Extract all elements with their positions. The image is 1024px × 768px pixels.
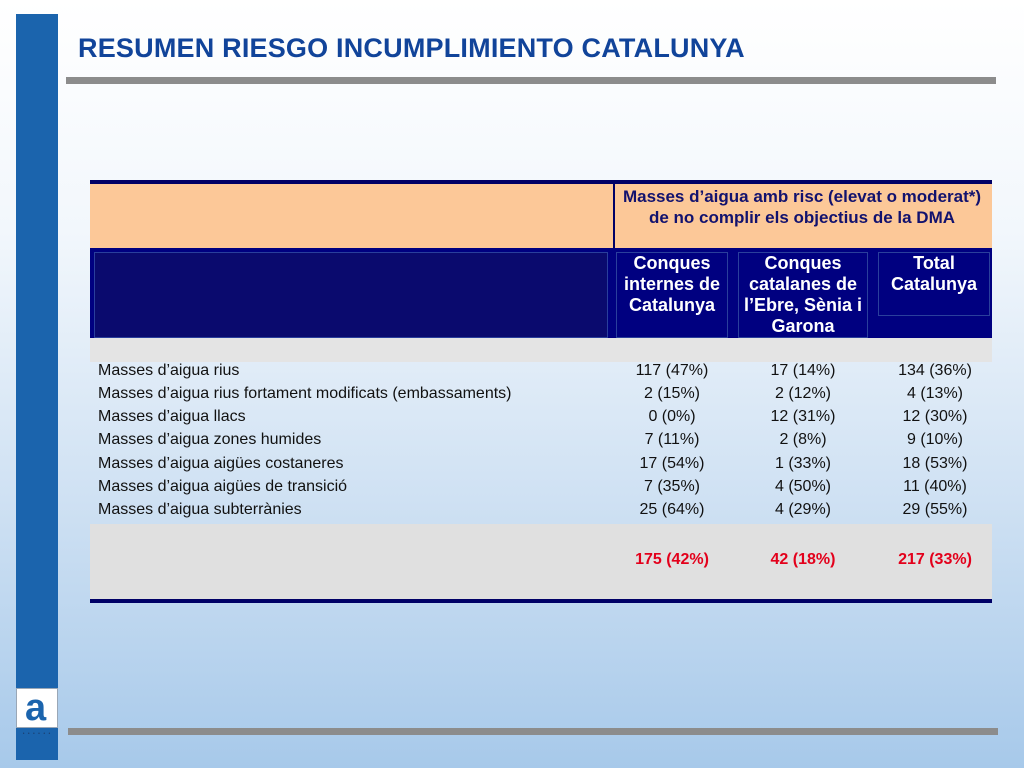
table-row <box>90 455 992 478</box>
total-ebre: 42 (18%) <box>770 551 836 568</box>
cell-internes: 2 (15%) <box>643 385 701 402</box>
cell-internes: 7 (35%) <box>643 478 701 495</box>
cell-total: 11 (40%) <box>903 478 967 495</box>
logo-letter: a <box>25 687 47 729</box>
total-internes: 175 (42%) <box>635 551 709 568</box>
table-spacer-row <box>90 338 992 362</box>
group-header: Masses d’aigua amb risc (elevat o moderat*) de no complir els objectius de la DMA <box>622 187 982 227</box>
cell-total: 29 (55%) <box>902 501 968 518</box>
row-label: Masses d’aigua aigües costaneres <box>98 455 344 472</box>
column-header-total: Total Catalunya <box>878 252 990 316</box>
page-title: RESUMEN RIESGO INCUMPLIMIENTO CATALUNYA <box>78 33 745 63</box>
cell-total: 134 (36%) <box>898 362 972 379</box>
cell-internes: 0 (0%) <box>648 408 696 425</box>
cell-internes: 7 (11%) <box>644 431 700 448</box>
agency-logo <box>16 688 58 728</box>
risk-table <box>90 180 992 603</box>
logo-dots: • • • • • • <box>22 731 52 737</box>
cell-total: 4 (13%) <box>906 385 964 402</box>
cell-ebre: 12 (31%) <box>770 408 836 425</box>
top-divider <box>66 77 996 84</box>
cell-ebre: 2 (8%) <box>779 431 827 448</box>
side-accent-bar <box>16 14 58 760</box>
table-row <box>90 431 992 454</box>
table-bottom-border <box>90 599 992 603</box>
header-divider <box>613 184 615 248</box>
cell-total: 18 (53%) <box>902 455 968 472</box>
cell-ebre: 17 (14%) <box>770 362 836 379</box>
cell-internes: 117 (47%) <box>635 362 709 379</box>
cell-ebre: 4 (29%) <box>774 501 832 518</box>
table-column-header-row <box>90 248 992 338</box>
row-label: Masses d’aigua zones humides <box>98 431 322 448</box>
table-row <box>90 385 992 408</box>
cell-internes: 25 (64%) <box>639 501 705 518</box>
table-row <box>90 408 992 431</box>
column-header-internes: Conques internes de Catalunya <box>616 252 728 338</box>
row-label: Masses d’aigua rius fortament modificats (embassaments) <box>98 385 512 402</box>
table-row <box>90 362 992 385</box>
row-label: Masses d’aigua llacs <box>98 408 246 425</box>
cell-total: 9 (10%) <box>906 431 964 448</box>
row-label: Masses d’aigua aigües de transició <box>98 478 348 495</box>
row-label: Masses d’aigua rius <box>98 362 240 379</box>
row-label: Masses d’aigua subterrànies <box>98 501 302 518</box>
cell-ebre: 4 (50%) <box>774 478 832 495</box>
table-group-header-row <box>90 180 992 248</box>
column-header-ebre: Conques catalanes de l’Ebre, Sènia i Garona <box>738 252 868 338</box>
cell-ebre: 1 (33%) <box>774 455 832 472</box>
cell-total: 12 (30%) <box>902 408 968 425</box>
total-catalunya: 217 (33%) <box>898 551 972 568</box>
table-row <box>90 478 992 501</box>
table-body <box>90 362 992 524</box>
cell-ebre: 2 (12%) <box>774 385 832 402</box>
cell-internes: 17 (54%) <box>639 455 705 472</box>
bottom-divider <box>68 728 998 735</box>
empty-header-cell <box>94 252 608 338</box>
totals-row <box>90 524 992 599</box>
table-row <box>90 501 992 524</box>
